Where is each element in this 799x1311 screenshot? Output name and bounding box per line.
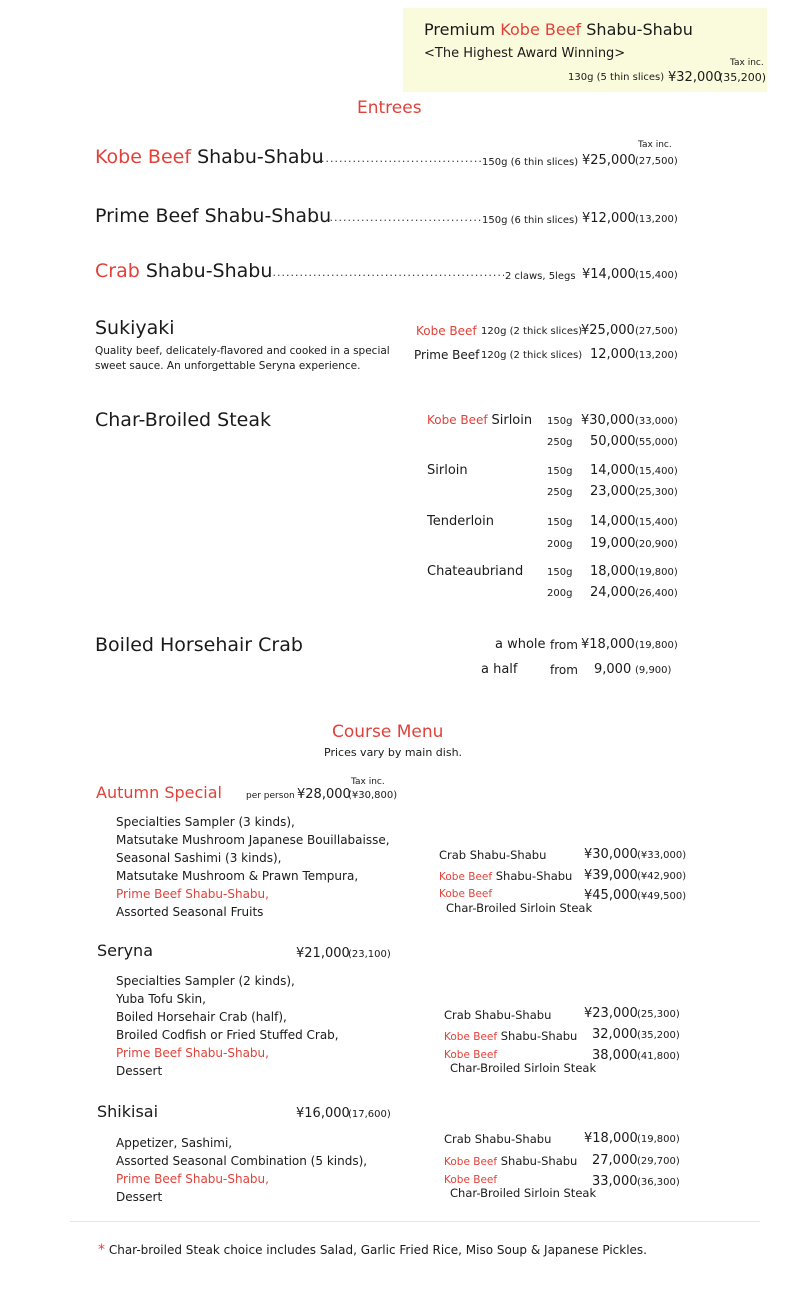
- steak-price: ¥30,000: [581, 413, 635, 428]
- steak-sirloin-label: Sirloin: [427, 463, 468, 478]
- course-item: Assorted Seasonal Fruits: [116, 905, 264, 919]
- course-subheading: Prices vary by main dish.: [324, 746, 463, 759]
- footer-divider: [70, 1221, 760, 1222]
- course-option-tax: (19,800): [637, 1134, 680, 1145]
- course-item: Prime Beef Shabu-Shabu,: [116, 887, 269, 901]
- course-item: Boiled Horsehair Crab (half),: [116, 1010, 287, 1024]
- option-dish-label: Shabu-Shabu: [500, 1029, 578, 1043]
- course-item: Seasonal Sashimi (3 kinds),: [116, 851, 282, 865]
- course-option-tax: (25,300): [637, 1009, 680, 1020]
- steak-price-tax: (19,800): [635, 567, 678, 578]
- kobe-beef-label: Kobe Beef: [95, 146, 192, 168]
- dot-leader: [312, 152, 482, 168]
- steak-price: 50,000: [590, 434, 636, 449]
- steak-weight: 250g: [547, 437, 573, 448]
- course-price: ¥16,000: [296, 1106, 350, 1121]
- course-item: Specialties Sampler (2 kinds),: [116, 974, 295, 988]
- crab-price: ¥18,000: [581, 637, 635, 652]
- entree-portion: 150g (6 thin slices): [482, 215, 579, 226]
- entrees-heading: Entrees: [357, 98, 422, 118]
- steak-price-tax: (55,000): [635, 437, 678, 448]
- steak-price-tax: (33,000): [635, 416, 678, 427]
- crab-price: 9,000: [594, 662, 632, 677]
- steak-cut-label: Sirloin: [491, 413, 533, 428]
- sukiyaki-portion: 120g (2 thick slices): [481, 326, 583, 337]
- course-main-option: [439, 869, 572, 883]
- course-item: Assorted Seasonal Combination (5 kinds),: [116, 1154, 368, 1168]
- sukiyaki-portion: 120g (2 thick slices): [481, 350, 583, 361]
- course-option-tax: (36,300): [637, 1177, 680, 1188]
- steak-weight: 150g: [547, 466, 573, 477]
- course-main-option: Char-Broiled Sirloin Steak: [446, 901, 593, 915]
- sukiyaki-price-tax: (27,500): [635, 326, 678, 337]
- footer-note-text: Char-broiled Steak choice includes Salad, Garlic Fried Rice, Miso Soup & Japanese Pickles.: [108, 1243, 647, 1257]
- course-option-price: 38,000: [592, 1048, 638, 1063]
- course-option-tax: (¥33,000): [637, 850, 687, 861]
- sukiyaki-kobe-label: Kobe Beef: [416, 324, 477, 338]
- crab-label: Crab: [95, 260, 140, 282]
- entree-portion: 2 claws, 5legs: [505, 271, 576, 282]
- crab-from-label: from: [550, 638, 578, 652]
- option-dish-label: Shabu-Shabu: [500, 1154, 578, 1168]
- kobe-beef-label: Kobe Beef: [439, 871, 493, 883]
- premium-subtitle: <The Highest Award Winning>: [424, 46, 626, 61]
- course-option-tax: (41,800): [637, 1051, 680, 1062]
- steak-chateaubriand-label: Chateaubriand: [427, 564, 524, 579]
- steak-price-tax: (26,400): [635, 588, 678, 599]
- course-item: Yuba Tofu Skin,: [116, 992, 206, 1006]
- entree-price: ¥12,000: [582, 211, 636, 226]
- crab-whole-label: a whole: [495, 637, 546, 652]
- course-item: Prime Beef Shabu-Shabu,: [116, 1046, 269, 1060]
- course-item: Matsutake Mushroom & Prawn Tempura,: [116, 869, 359, 883]
- course-option-price: 27,000: [592, 1153, 638, 1168]
- steak-weight: 250g: [547, 487, 573, 498]
- course-option-price: ¥45,000: [584, 888, 638, 903]
- premium-title: [424, 20, 693, 39]
- entree-price-tax: (13,200): [635, 214, 678, 225]
- option-dish-label: Shabu-Shabu: [495, 869, 573, 883]
- course-price: ¥28,000: [297, 787, 351, 802]
- course-per-person: per person: [246, 791, 295, 801]
- course-shikisai-items: [116, 1134, 367, 1206]
- course-option-tax: (¥42,900): [637, 871, 687, 882]
- course-item: Prime Beef Shabu-Shabu,: [116, 1172, 269, 1186]
- sukiyaki-price: ¥25,000: [581, 323, 635, 338]
- steak-weight: 200g: [547, 539, 573, 550]
- entree-steak-name: Char-Broiled Steak: [95, 409, 271, 431]
- kobe-beef-label: Kobe Beef: [427, 413, 488, 427]
- crab-price-tax: (9,900): [635, 665, 672, 676]
- premium-prefix: Premium: [424, 20, 496, 39]
- entree-horsehair-crab-name: Boiled Horsehair Crab: [95, 634, 303, 656]
- asterisk-icon: *: [98, 1242, 105, 1258]
- course-option-price: 33,000: [592, 1174, 638, 1189]
- course-option-tax: (29,700): [637, 1156, 680, 1167]
- premium-kobe-label: Kobe Beef: [500, 20, 582, 39]
- kobe-beef-label: Kobe Beef: [444, 1174, 498, 1186]
- steak-weight: 150g: [547, 416, 573, 427]
- course-main-option: Char-Broiled Sirloin Steak: [450, 1061, 597, 1075]
- kobe-beef-label: Kobe Beef: [439, 888, 493, 900]
- sukiyaki-prime-label: Prime Beef: [414, 348, 480, 362]
- premium-tax-note: Tax inc.: [730, 58, 764, 68]
- sukiyaki-description-line2: sweet sauce. An unforgettable Seryna experience.: [95, 360, 361, 372]
- entree-prime-shabu-name: Prime Beef Shabu-Shabu: [95, 205, 332, 227]
- course-autumn-items: [116, 813, 390, 921]
- course-main-option: Char-Broiled Sirloin Steak: [450, 1186, 597, 1200]
- course-autumn-name: Autumn Special: [96, 783, 222, 802]
- steak-weight: 200g: [547, 588, 573, 599]
- course-price: ¥21,000: [296, 946, 350, 961]
- course-item: Dessert: [116, 1064, 163, 1078]
- dot-leader: [316, 211, 482, 227]
- course-item: Specialties Sampler (3 kinds),: [116, 815, 295, 829]
- course-main-option: [444, 1029, 577, 1043]
- steak-price: 14,000: [590, 514, 636, 529]
- course-main-option: Crab Shabu-Shabu: [439, 848, 547, 862]
- course-option-price: ¥23,000: [584, 1006, 638, 1021]
- steak-price-tax: (20,900): [635, 539, 678, 550]
- steak-tenderloin-label: Tenderloin: [427, 514, 494, 529]
- course-item: Matsutake Mushroom Japanese Bouillabaisse,: [116, 833, 390, 847]
- entree-kobe-shabu-name: [95, 146, 324, 168]
- steak-price: 19,000: [590, 536, 636, 551]
- course-tax-note: Tax inc.: [351, 777, 385, 787]
- course-main-option: [444, 1154, 577, 1168]
- steak-price-tax: (15,400): [635, 517, 678, 528]
- course-option-price: ¥39,000: [584, 868, 638, 883]
- crab-half-label: a half: [481, 662, 518, 677]
- course-option-price: 32,000: [592, 1027, 638, 1042]
- sukiyaki-price-tax: (13,200): [635, 350, 678, 361]
- course-item: Broiled Codfish or Fried Stuffed Crab,: [116, 1028, 339, 1042]
- course-seryna-name: Seryna: [97, 941, 153, 960]
- steak-weight: 150g: [547, 517, 573, 528]
- course-price-tax: (¥30,800): [348, 790, 398, 801]
- entree-price-tax: (27,500): [635, 156, 678, 167]
- shabu-label: Shabu-Shabu: [197, 146, 324, 168]
- course-item: Dessert: [116, 1190, 163, 1204]
- course-item: Appetizer, Sashimi,: [116, 1136, 233, 1150]
- course-option-tax: (35,200): [637, 1030, 680, 1041]
- course-option-tax: (¥49,500): [637, 891, 687, 902]
- steak-price: 24,000: [590, 585, 636, 600]
- steak-price-tax: (25,300): [635, 487, 678, 498]
- entrees-tax-note: Tax inc.: [638, 140, 672, 150]
- entree-crab-shabu-name: [95, 260, 272, 282]
- steak-price: 18,000: [590, 564, 636, 579]
- crab-price-tax: (19,800): [635, 640, 678, 651]
- steak-price: 14,000: [590, 463, 636, 478]
- course-option-price: ¥30,000: [584, 847, 638, 862]
- steak-kobe-label: [427, 413, 532, 428]
- premium-weight: 130g (5 thin slices): [568, 72, 665, 83]
- course-main-option: Crab Shabu-Shabu: [444, 1132, 552, 1146]
- crab-from-label: from: [550, 663, 578, 677]
- steak-weight: 150g: [547, 567, 573, 578]
- premium-price: ¥32,000: [668, 70, 722, 85]
- steak-price: 23,000: [590, 484, 636, 499]
- shabu-label: Shabu-Shabu: [145, 260, 273, 282]
- premium-price-tax: (35,200): [719, 71, 767, 84]
- kobe-beef-label: Kobe Beef: [444, 1156, 498, 1168]
- steak-price-tax: (15,400): [635, 466, 678, 477]
- entree-sukiyaki-name: Sukiyaki: [95, 317, 175, 339]
- entree-price: ¥14,000: [582, 267, 636, 282]
- kobe-beef-label: Kobe Beef: [444, 1049, 498, 1061]
- course-heading: Course Menu: [332, 722, 444, 742]
- course-seryna-items: [116, 972, 339, 1080]
- entree-price: ¥25,000: [582, 153, 636, 168]
- course-price-tax: (23,100): [348, 949, 391, 960]
- entree-price-tax: (15,400): [635, 270, 678, 281]
- course-shikisai-name: Shikisai: [97, 1102, 159, 1121]
- entree-portion: 150g (6 thin slices): [482, 157, 579, 168]
- kobe-beef-label: Kobe Beef: [444, 1031, 498, 1043]
- dot-leader: [268, 266, 504, 282]
- sukiyaki-price: 12,000: [590, 347, 636, 362]
- course-option-price: ¥18,000: [584, 1131, 638, 1146]
- footer-note: [98, 1242, 647, 1258]
- course-main-option: Crab Shabu-Shabu: [444, 1008, 552, 1022]
- course-price-tax: (17,600): [348, 1109, 391, 1120]
- premium-suffix: Shabu-Shabu: [586, 20, 693, 39]
- sukiyaki-description-line1: Quality beef, delicately-flavored and cooked in a special: [95, 345, 390, 357]
